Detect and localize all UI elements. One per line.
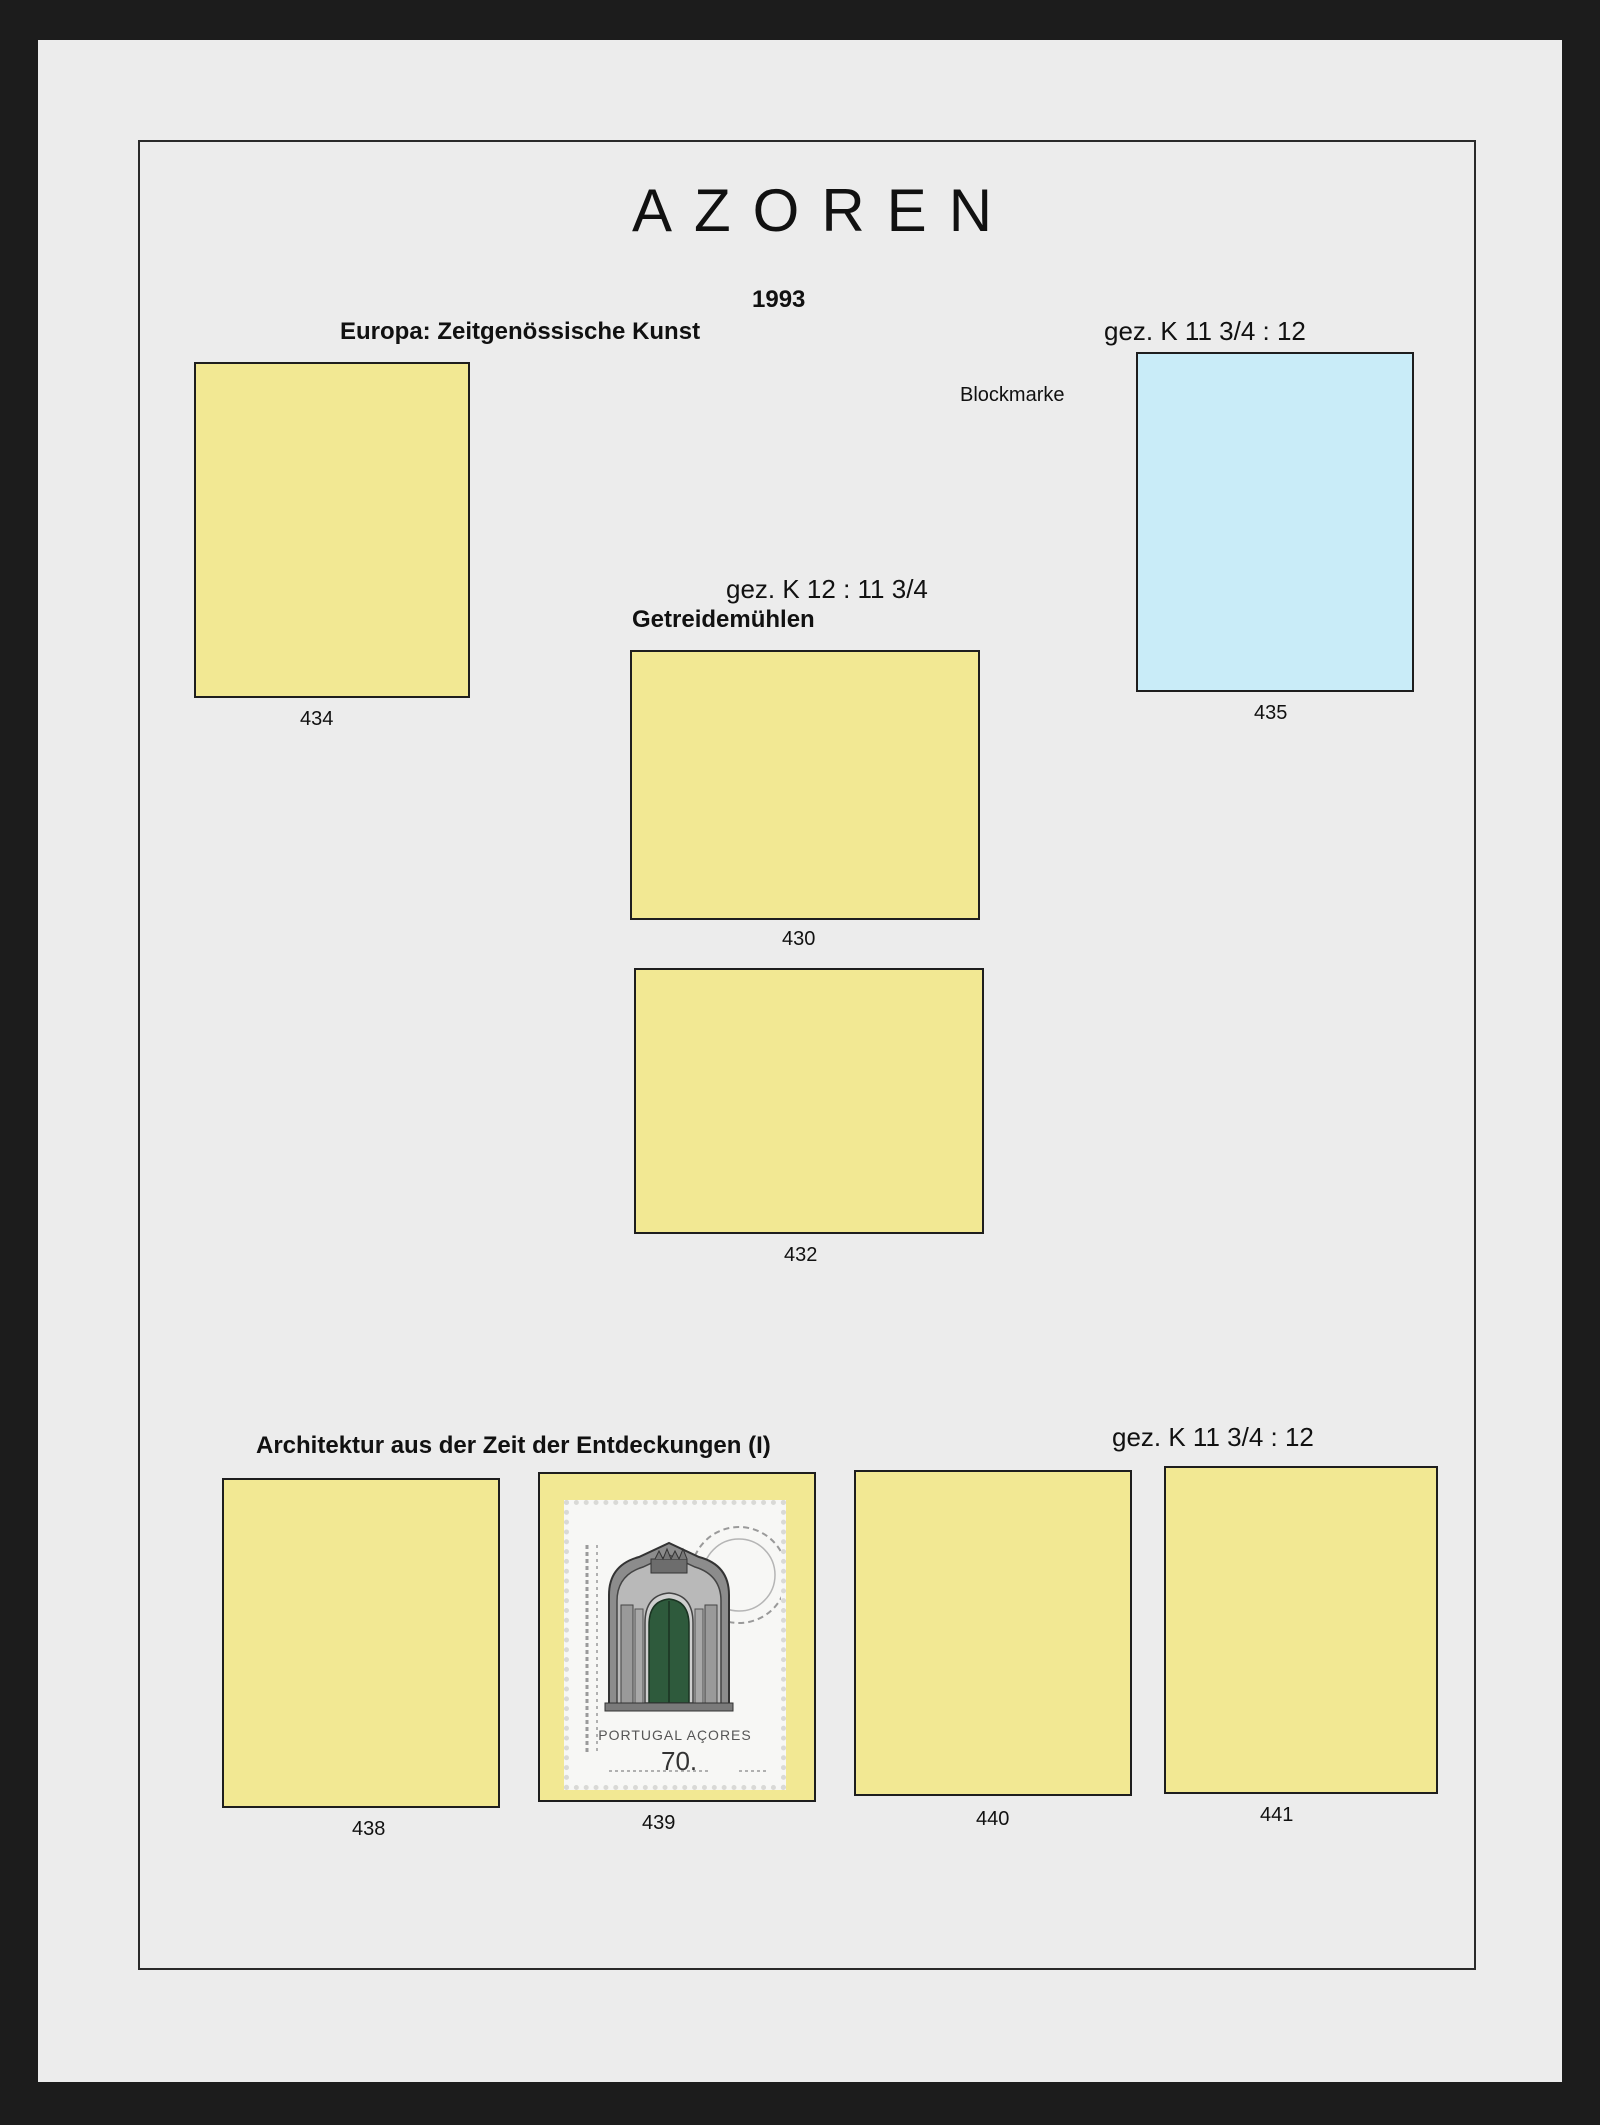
stamp-slot-435: [1136, 352, 1414, 692]
blockmarke-label: Blockmarke: [960, 384, 1065, 406]
page-title: AZOREN: [632, 177, 1015, 244]
stamp-country: PORTUGAL AÇORES: [598, 1727, 752, 1743]
architektur-heading: Architektur aus der Zeit der Entdeckungen (I): [256, 1432, 771, 1459]
catalog-number: 441: [1260, 1804, 1294, 1826]
stamp-slot-430: [630, 650, 980, 920]
catalog-number: 439: [642, 1812, 676, 1834]
catalog-number: 440: [976, 1808, 1010, 1830]
stamp-slot-440: [854, 1470, 1132, 1796]
muehlen-heading: Getreidemühlen: [632, 606, 815, 633]
catalog-number: 435: [1254, 702, 1288, 724]
catalog-number: 432: [784, 1244, 818, 1266]
muehlen-perforation: gez. K 12 : 11 3/4: [726, 574, 928, 604]
stamp-slot-432: [634, 968, 984, 1234]
catalog-number: 430: [782, 928, 816, 950]
architektur-perforation: gez. K 11 3/4 : 12: [1112, 1422, 1314, 1452]
stamp-denomination: 70.: [661, 1746, 698, 1776]
stamp-portal-door: [564, 1500, 786, 1790]
europa-heading: Europa: Zeitgenössische Kunst: [340, 318, 701, 345]
stamp-slot-434: [194, 362, 470, 698]
stamp-slot-441: [1164, 1466, 1438, 1794]
stamp-slot-438: [222, 1478, 500, 1808]
catalog-number: 438: [352, 1818, 386, 1840]
catalog-number: 434: [300, 708, 334, 730]
year-label: 1993: [752, 286, 806, 313]
europa-perforation: gez. K 11 3/4 : 12: [1104, 316, 1306, 346]
portal-illustration: [569, 1505, 781, 1785]
